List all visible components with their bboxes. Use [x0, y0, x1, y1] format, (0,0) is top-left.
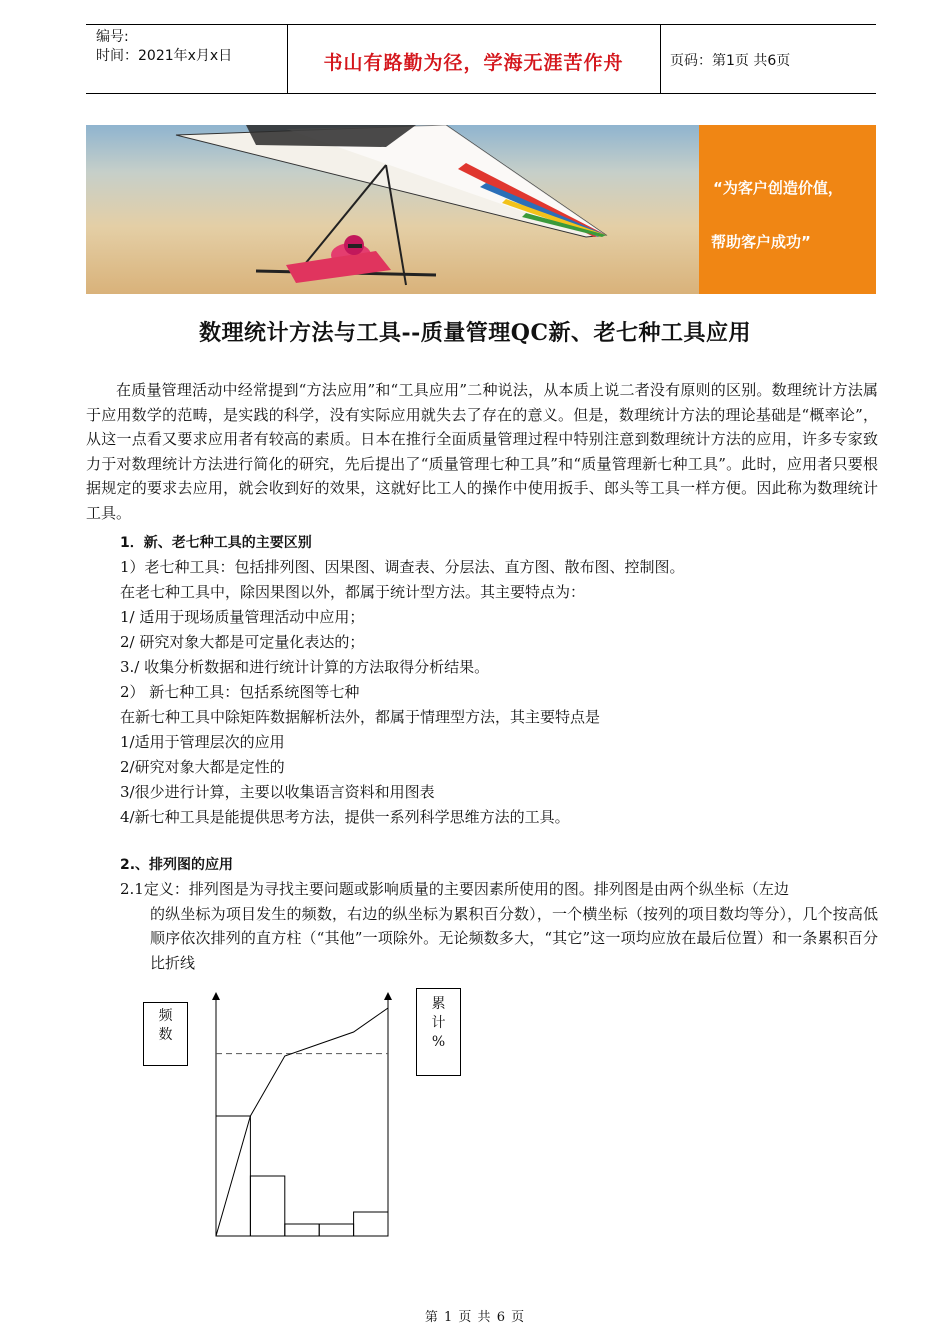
slogan-line-2: 帮助客户成功”	[711, 233, 811, 251]
header-bottom-rule	[86, 93, 876, 94]
intro-paragraph: 在质量管理活动中经常提到“方法应用”和“工具应用”二种说法，从本质上说二者没有原则的区别。数理统计方法属于应用数学的范畴，是实践的科学，没有实际应用就失去了存在的意义。但是，数理统计方法的理论基础是“概率论”，从这一点看又要求应用者有较高的素质。日本在推行全面质量管理过程中特别注意到数理统计方法的应用，许多专家致力于对数理统计方法进行简化的研究，先后提出了“质量管理七种工具”和“质量管理新七种工具”。此时，应用者只要根据规定的要求去应用，就会收到好的效果，这就好比工人的操作中使用扳手、郎头等工具一样方便。因此称为数理统计工具。	[86, 381, 878, 522]
left-axis-label-char: 频	[158, 1008, 173, 1024]
banner-slogan-panel	[699, 125, 876, 294]
header-page-info: 页码：第1页 共6页	[670, 53, 791, 69]
document-title: 数理统计方法与工具--质量管理QC新、老七种工具应用	[199, 320, 751, 346]
section1-line: 1/ 适用于现场质量管理活动中应用；	[120, 608, 365, 626]
cumulative-percent-line	[216, 1008, 388, 1236]
section1-line: 在新七种工具中除矩阵数据解析法外，都属于情理型方法，其主要特点是	[120, 708, 601, 726]
header-divider-right	[660, 24, 661, 93]
definition-continuation: 的纵坐标为项目发生的频数，右边的纵坐标为累积百分数），一个横坐标（按列的项目数均等分），几个按高低顺序依次排列的直方柱（“其他”一项除外。无论频数多大，“其它”这一项均应放在最后位置）和一条累积百分比折线	[150, 904, 878, 972]
section2-definition	[120, 877, 878, 975]
right-axis-label-box	[416, 988, 461, 1076]
section1-line: 3/很少进行计算，主要以收集语言资料和用图表	[120, 783, 435, 801]
section1-line: 3./ 收集分析数据和进行统计计算的方法取得分析结果。	[120, 658, 490, 676]
right-axis-arrow	[384, 992, 392, 1000]
header-motto: 书山有路勤为径，学海无涯苦作舟	[323, 52, 624, 74]
banner	[86, 125, 876, 294]
section1-heading: 1．新、老七种工具的主要区别	[120, 535, 312, 551]
slogan-line-1: “为客户创造价值，	[713, 179, 843, 197]
left-axis-label-char: 数	[158, 1027, 173, 1043]
section1-line: 2/研究对象大都是定性的	[120, 758, 285, 776]
header-meta	[96, 28, 232, 66]
left-axis-arrow	[212, 992, 220, 1000]
section1-line: 1）老七种工具：包括排列图、因果图、调查表、分层法、直方图、散布图、控制图。	[120, 558, 685, 576]
document-number-label: 编号:	[96, 29, 129, 45]
right-axis-label-char: %	[431, 1034, 446, 1050]
document-time-label: 时间：2021年x月x日	[96, 48, 233, 64]
section2-heading: 2.、排列图的应用	[120, 857, 234, 873]
hang-glider-photo	[86, 125, 699, 294]
section1-line: 1/适用于管理层次的应用	[120, 733, 285, 751]
header-top-rule	[86, 24, 876, 25]
section1-line: 2） 新七种工具：包括系统图等七种	[120, 683, 360, 701]
pareto-bar	[285, 1224, 319, 1236]
pareto-bar	[354, 1212, 388, 1236]
pareto-bar	[319, 1224, 353, 1236]
left-axis-label-box	[143, 1002, 188, 1066]
page-footer: 第 1 页 共 6 页	[424, 1310, 526, 1325]
right-axis-label-char: 计	[431, 1015, 446, 1031]
pareto-bar	[250, 1176, 284, 1236]
hang-glider-illustration	[86, 125, 699, 294]
definition-first-line: 2.1定义：排列图是为寻找主要问题或影响质量的主要因素所使用的图。排列图是由两个纵坐标（左边	[120, 880, 789, 898]
section1-line: 4/新七种工具是能提供思考方法，提供一系列科学思维方法的工具。	[120, 808, 570, 826]
section1-line: 在老七种工具中，除因果图以外，都属于统计型方法。其主要特点为：	[120, 583, 586, 601]
right-axis-label-char: 累	[431, 996, 446, 1012]
section1-line: 2/ 研究对象大都是可定量化表达的；	[120, 633, 365, 651]
pareto-chart	[200, 980, 410, 1245]
